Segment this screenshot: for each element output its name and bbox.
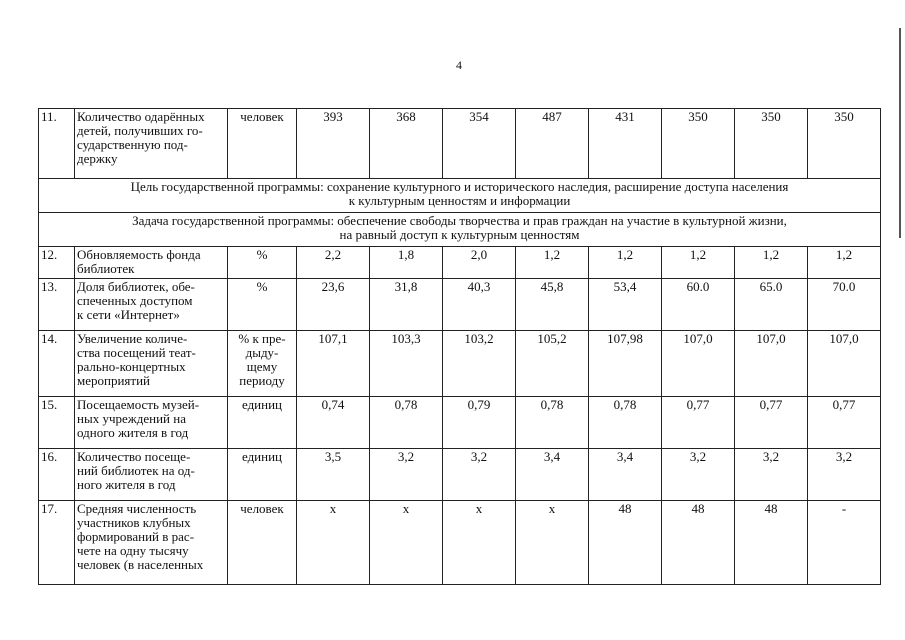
indicator-value: 105,2 — [516, 331, 589, 397]
indicator-value: 3,2 — [662, 449, 735, 501]
indicator-value: х — [297, 501, 370, 585]
indicator-value: 393 — [297, 109, 370, 179]
indicator-name-line: ний библиотек на од- — [77, 463, 195, 478]
program-goal-text-line: Задача государственной программы: обеспечение свободы творчества и прав граждан на участие в культурной жизни, — [132, 213, 787, 228]
unit-of-measure-line: человек — [240, 501, 284, 516]
indicator-value: 103,2 — [443, 331, 516, 397]
table-row — [39, 397, 881, 449]
unit-of-measure-line: дыду- — [245, 345, 279, 360]
indicator-value: 3,2 — [735, 449, 808, 501]
indicator-value: 107,0 — [808, 331, 881, 397]
table-row — [39, 501, 881, 585]
indicator-name — [75, 331, 228, 397]
indicator-name-line: ства посещений теат- — [77, 345, 196, 360]
indicator-name-line: рально-концертных — [77, 359, 186, 374]
indicator-value: 107,0 — [662, 331, 735, 397]
table-row — [39, 109, 881, 179]
indicator-value: 0,77 — [735, 397, 808, 449]
indicator-value: 0,78 — [370, 397, 443, 449]
indicator-value: 103,3 — [370, 331, 443, 397]
indicator-value: 107,1 — [297, 331, 370, 397]
indicator-value: х — [443, 501, 516, 585]
indicator-name-line: Обновляемость фонда — [77, 247, 201, 262]
table-row — [39, 449, 881, 501]
indicator-value: х — [370, 501, 443, 585]
indicator-value: 60.0 — [662, 279, 735, 331]
indicator-name-line: детей, получивших го- — [77, 123, 203, 138]
indicator-value: 0,79 — [443, 397, 516, 449]
scan-edge-mark — [899, 28, 901, 238]
indicator-name-line: ного жителя в год — [77, 477, 176, 492]
indicator-name-line: ных учреждений на — [77, 411, 186, 426]
indicator-name-line: Посещаемость музей- — [77, 397, 200, 412]
unit-of-measure-line: человек — [240, 109, 284, 124]
indicator-name-line: спеченных доступом — [77, 293, 193, 308]
indicator-value: 1,2 — [516, 247, 589, 279]
indicator-name-line: сударственную под- — [77, 137, 188, 152]
table-row — [39, 247, 881, 279]
program-goal-text-line: Цель государственной программы: сохранение культурного и исторического наследия, расширение доступа населения — [130, 179, 789, 194]
indicator-value: х — [516, 501, 589, 585]
unit-of-measure-line: щему — [246, 359, 278, 374]
row-number: 13. — [39, 279, 75, 331]
indicator-value: 354 — [443, 109, 516, 179]
unit-of-measure — [228, 397, 297, 449]
indicator-name-line: Увеличение количе- — [77, 331, 188, 346]
unit-of-measure — [228, 331, 297, 397]
indicator-name — [75, 279, 228, 331]
indicator-value: 53,4 — [589, 279, 662, 331]
indicator-name — [75, 109, 228, 179]
indicator-name-line: Средняя численность — [77, 501, 197, 516]
row-number: 15. — [39, 397, 75, 449]
table-row — [39, 331, 881, 397]
program-goal-text-line: к культурным ценностям и информации — [348, 193, 571, 208]
unit-of-measure — [228, 247, 297, 279]
indicator-value: 45,8 — [516, 279, 589, 331]
indicator-value: 1,2 — [735, 247, 808, 279]
indicator-value: 3,4 — [516, 449, 589, 501]
indicator-value: 31,8 — [370, 279, 443, 331]
indicator-name-line: участников клубных — [77, 515, 191, 530]
table-row — [39, 279, 881, 331]
indicator-value: 2,0 — [443, 247, 516, 279]
page-number: 4 — [456, 58, 462, 72]
indicator-name — [75, 247, 228, 279]
indicator-name — [75, 501, 228, 585]
indicator-value: 48 — [662, 501, 735, 585]
indicator-name-line: формирований в рас- — [77, 529, 195, 544]
unit-of-measure — [228, 449, 297, 501]
indicator-value: 350 — [808, 109, 881, 179]
indicator-name-line: Количество посеще- — [77, 449, 191, 464]
indicator-value: 431 — [589, 109, 662, 179]
indicators-table — [38, 108, 881, 585]
indicator-value: 1,2 — [589, 247, 662, 279]
unit-of-measure — [228, 501, 297, 585]
unit-of-measure-line: периоду — [239, 373, 285, 388]
indicator-name-line: мероприятий — [77, 373, 150, 388]
indicator-value: 70.0 — [808, 279, 881, 331]
indicator-value: 3,5 — [297, 449, 370, 501]
indicator-name-line: к сети «Интернет» — [77, 307, 180, 322]
row-number: 16. — [39, 449, 75, 501]
indicator-name-line: Количество одарённых — [77, 109, 205, 124]
indicator-name — [75, 449, 228, 501]
unit-of-measure-line: % — [256, 279, 268, 294]
unit-of-measure-line: единиц — [241, 397, 283, 412]
indicator-value: 0,74 — [297, 397, 370, 449]
unit-of-measure — [228, 279, 297, 331]
program-goal-text-line: на равный доступ к культурным ценностям — [339, 227, 580, 242]
indicator-value: 0,77 — [662, 397, 735, 449]
indicator-name-line: библиотек — [77, 261, 135, 276]
indicator-value: 350 — [662, 109, 735, 179]
row-number: 11. — [39, 109, 75, 179]
indicator-value: 2,2 — [297, 247, 370, 279]
indicator-value: 3,2 — [443, 449, 516, 501]
indicator-value: 107,0 — [735, 331, 808, 397]
indicator-name-line: держку — [77, 151, 118, 166]
indicator-value: 40,3 — [443, 279, 516, 331]
indicator-value: 368 — [370, 109, 443, 179]
indicator-value: 0,77 — [808, 397, 881, 449]
indicator-name-line: Доля библиотек, обе- — [77, 279, 195, 294]
program-goal-text — [39, 179, 881, 213]
unit-of-measure-line: % — [256, 247, 268, 262]
row-number: 17. — [39, 501, 75, 585]
indicator-value: 3,2 — [808, 449, 881, 501]
indicator-value: 48 — [735, 501, 808, 585]
indicator-value: 487 — [516, 109, 589, 179]
program-goal-text — [39, 213, 881, 247]
indicator-value: 1,2 — [662, 247, 735, 279]
indicator-value: 65.0 — [735, 279, 808, 331]
indicator-value: 1,8 — [370, 247, 443, 279]
indicator-value: - — [808, 501, 881, 585]
unit-of-measure — [228, 109, 297, 179]
indicator-value: 3,2 — [370, 449, 443, 501]
indicator-value: 107,98 — [589, 331, 662, 397]
indicator-name-line: чете на одну тысячу — [77, 543, 189, 558]
indicator-value: 48 — [589, 501, 662, 585]
program-goal-row — [39, 213, 881, 247]
indicator-name-line: одного жителя в год — [77, 425, 189, 440]
indicator-value: 350 — [735, 109, 808, 179]
indicator-value: 0,78 — [589, 397, 662, 449]
unit-of-measure-line: единиц — [241, 449, 283, 464]
program-goal-row — [39, 179, 881, 213]
indicator-name-line: человек (в населенных — [77, 557, 204, 572]
unit-of-measure-line: % к пре- — [238, 331, 286, 346]
row-number: 12. — [39, 247, 75, 279]
row-number: 14. — [39, 331, 75, 397]
indicator-name — [75, 397, 228, 449]
indicator-value: 0,78 — [516, 397, 589, 449]
indicator-value: 1,2 — [808, 247, 881, 279]
indicator-value: 23,6 — [297, 279, 370, 331]
indicator-value: 3,4 — [589, 449, 662, 501]
